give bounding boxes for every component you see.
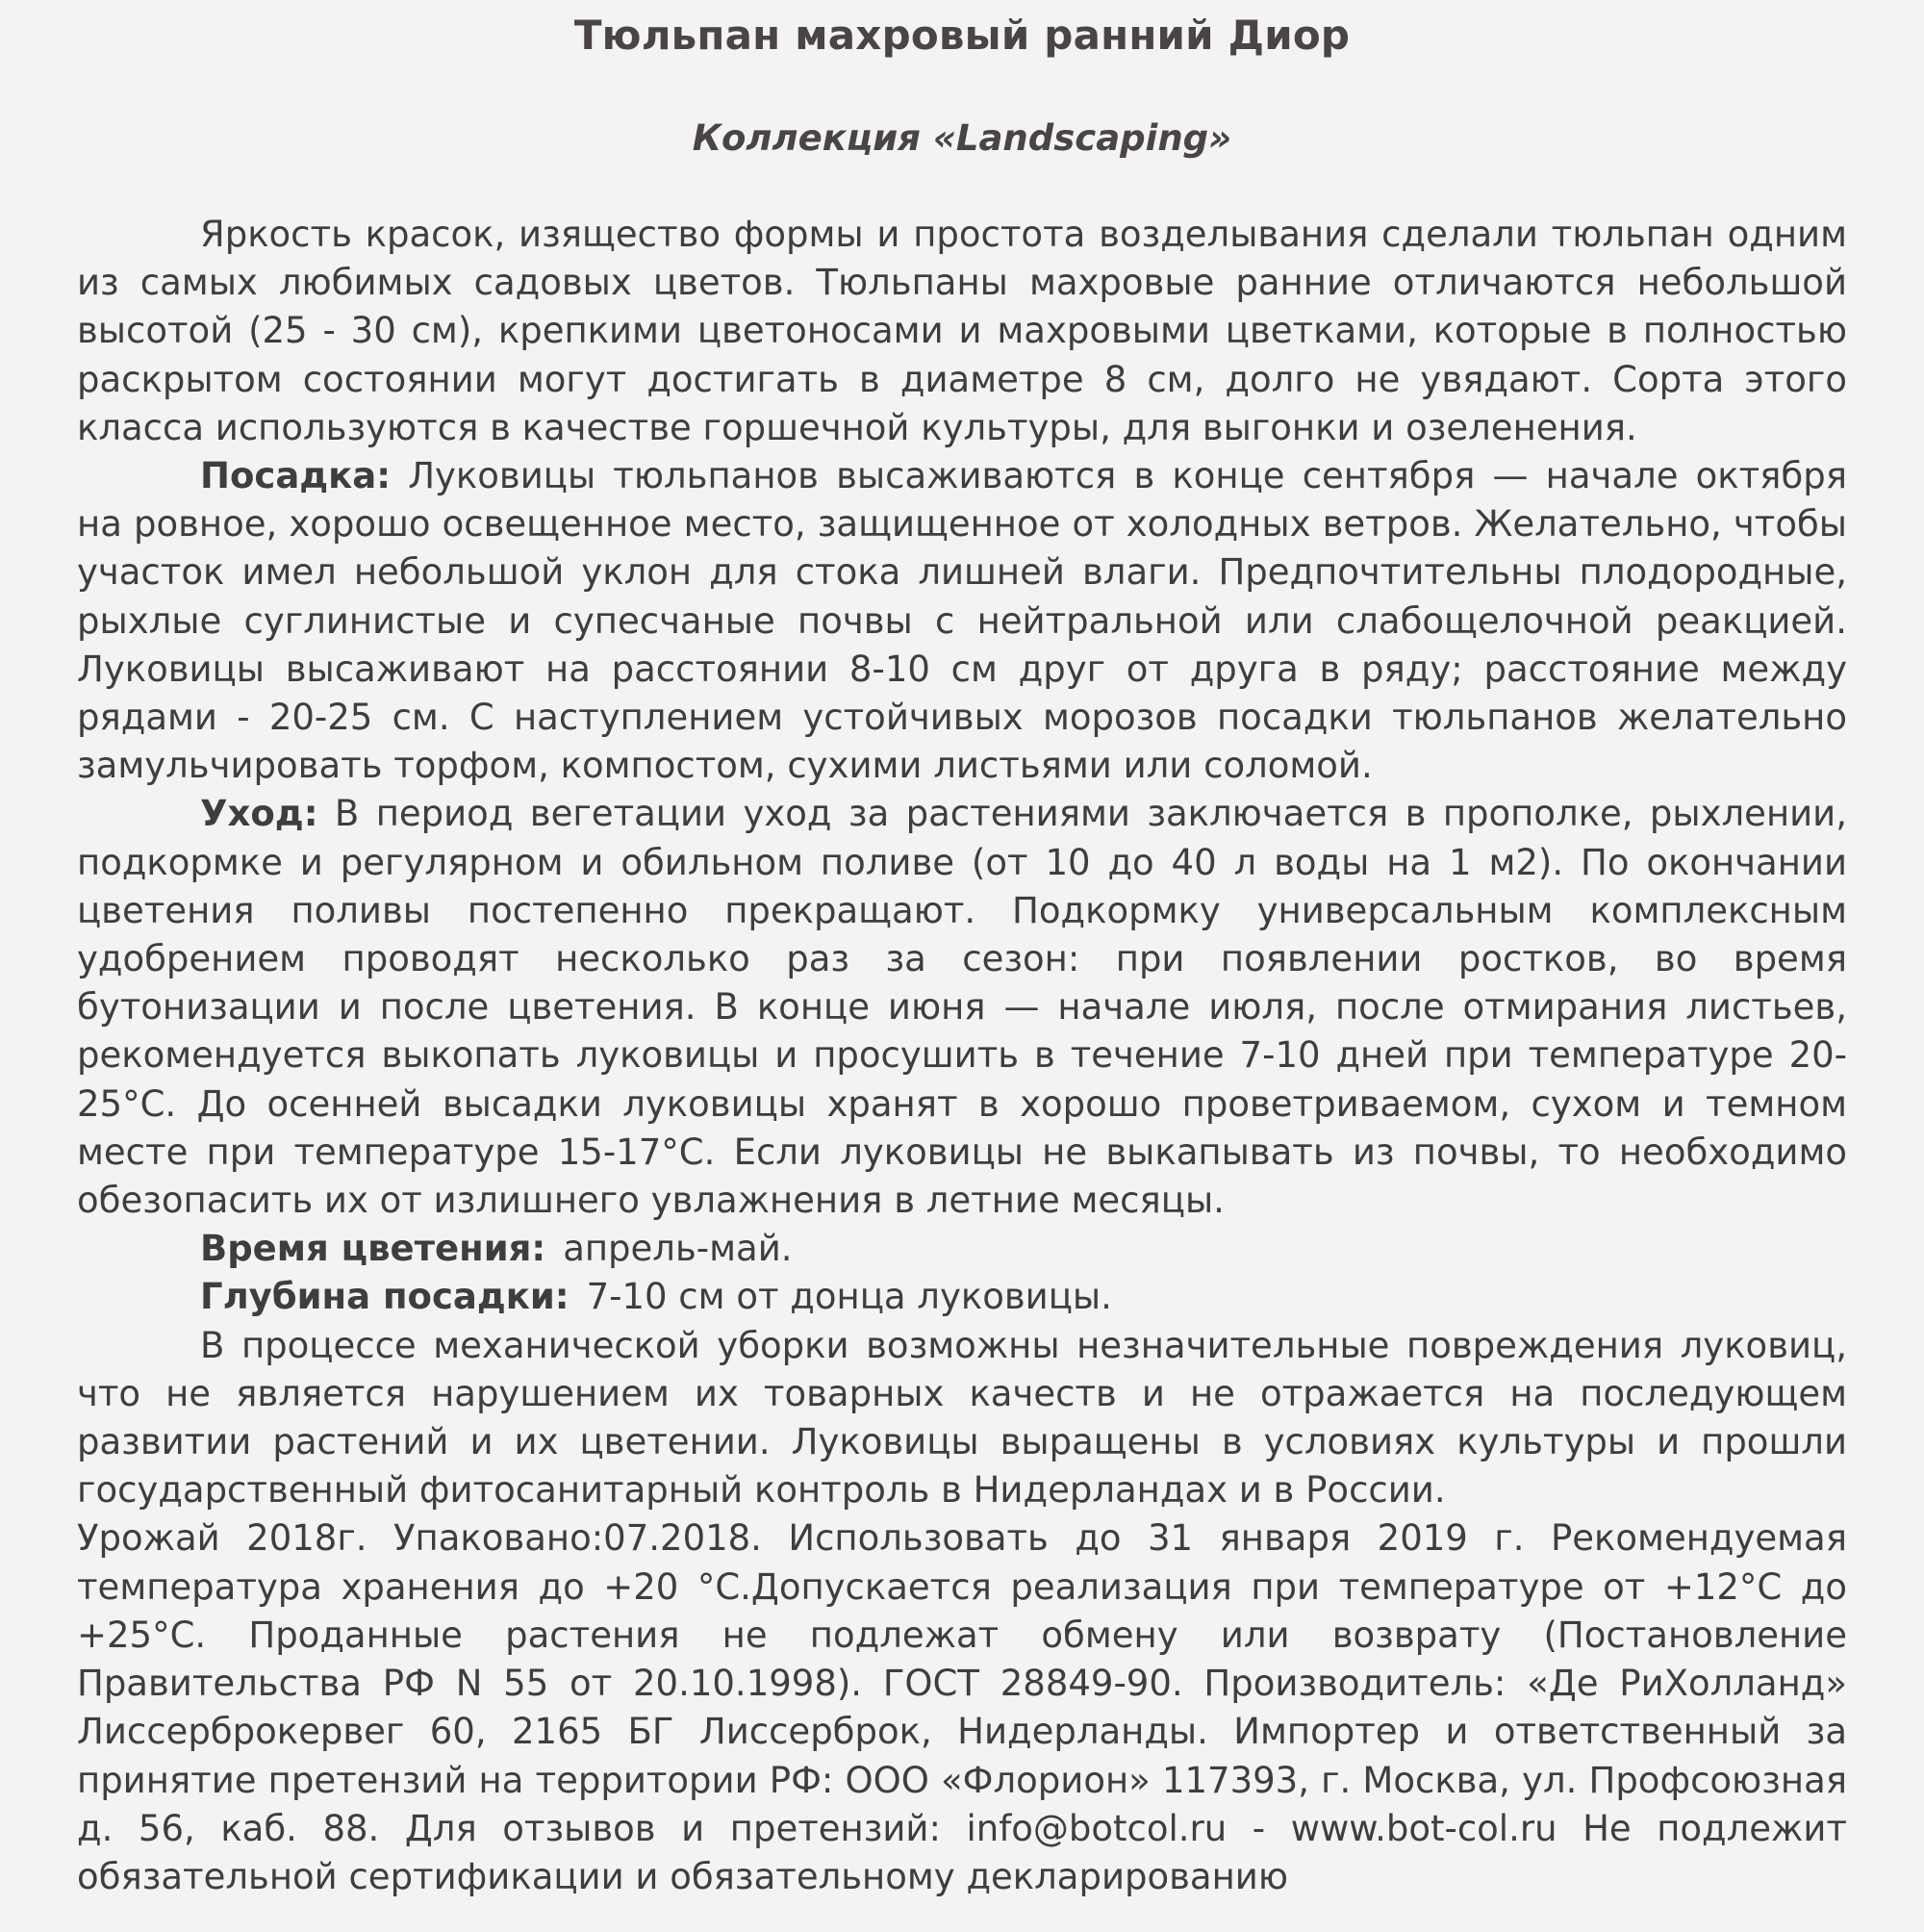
product-title: Тюльпан махровый ранний Диор (573, 12, 1351, 59)
bloom-time-label: Время цветения: (200, 1228, 546, 1270)
planting-text: Луковицы тюльпанов высаживаются в конце сентября — начале октября на ровное, хорошо освещенное место, защищенное от холодных ветров. Желательно, чтобы участок имел небольшой уклон для стока лишней влаги. Предпочтительны плодородные, рыхлые суглинистые и супесчаные почвы с нейтральной или слабощелочной реакцией. Луковицы высаживают на расстоянии 8-10 см друг от друга в ряду; расстояние между рядами - 20-25 см. С наступлением устойчивых морозов посадки тюльпанов желательно замульчировать торфом, компостом, сухими листьями или соломой. (77, 455, 1847, 787)
legal-paragraph: Урожай 2018г. Упаковано:07.2018. Использовать до 31 января 2019 г. Рекомендуемая температура хранения до +20 °С.Допускается реализация при температуре от +12°С до +25°С. Проданные растения не подлежат обмену или возврату (Постановление Правительства РФ N 55 от 20.10.1998). ГОСТ 28849-90. Производитель: «Де РиХолланд» Лиссерброкервег 60, 2165 БГ Лиссерброк, Нидерланды. Импортер и ответственный за принятие претензий на территории РФ: ООО «Флорион» 117393, г. Москва, ул. Профсоюзная д. 56, каб. 88. Для отзывов и претензий: info@botcol.ru - www.bot-col.ru Не подлежит обязательной сертификации и обязательному декларированию (77, 1517, 1847, 1897)
bloom-time-row (77, 1225, 1847, 1273)
description-body (77, 211, 1847, 1901)
bloom-time-value: апрель-май. (563, 1228, 793, 1270)
planting-label: Посадка: (200, 455, 392, 497)
planting-depth-label: Глубина посадки: (200, 1276, 570, 1318)
planting-depth-value: 7-10 см от донца луковицы. (586, 1276, 1112, 1318)
damage-note-paragraph: В процессе механической уборки возможны незначительные повреждения луковиц, что не является нарушением их товарных качеств и не отражается на последующем развитии растений и их цветении. Луковицы выращены в условиях культуры и прошли государственный фитосанитарный контроль в Нидерландах и в России. (77, 1324, 1847, 1512)
care-label: Уход: (200, 793, 318, 835)
collection-subtitle: Коллекция «Landscaping» (692, 117, 1232, 159)
care-text: В период вегетации уход за растениями заключается в прополке, рыхлении, подкормке и регулярном и обильном поливе (от 10 до 40 л воды на 1 м2). По окончании цветения поливы постепенно прекращают. Подкормку универсальным комплексным удобрением проводят несколько раз за сезон: при появлении ростков, во время бутонизации и после цветения. В конце июня — начале июля, после отмирания листьев, рекомендуется выкопать луковицы и просушить в течение 7-10 дней при температуре 20-25°C. До осенней высадки луковицы хранят в хорошо проветриваемом, сухом и темном месте при температуре 15-17°C. Если луковицы не выкапывать из почвы, то необходимо обезопасить их от излишнего увлажнения в летние месяцы. (77, 793, 1847, 1222)
planting-paragraph (77, 452, 1847, 790)
intro-paragraph: Яркость красок, изящество формы и простота возделывания сделали тюльпан одним из самых любимых садовых цветов. Тюльпаны махровые ранние отличаются небольшой высотой (25 - 30 см), крепкими цветоносами и махровыми цветками, которые в полностью раскрытом состоянии могут достигать в диаметре 8 см, долго не увядают. Сорта этого класса используются в качестве горшечной культуры, для выгонки и озеленения. (77, 214, 1847, 448)
care-paragraph (77, 790, 1847, 1225)
planting-depth-row (77, 1273, 1847, 1321)
label-document (0, 8, 1924, 1932)
